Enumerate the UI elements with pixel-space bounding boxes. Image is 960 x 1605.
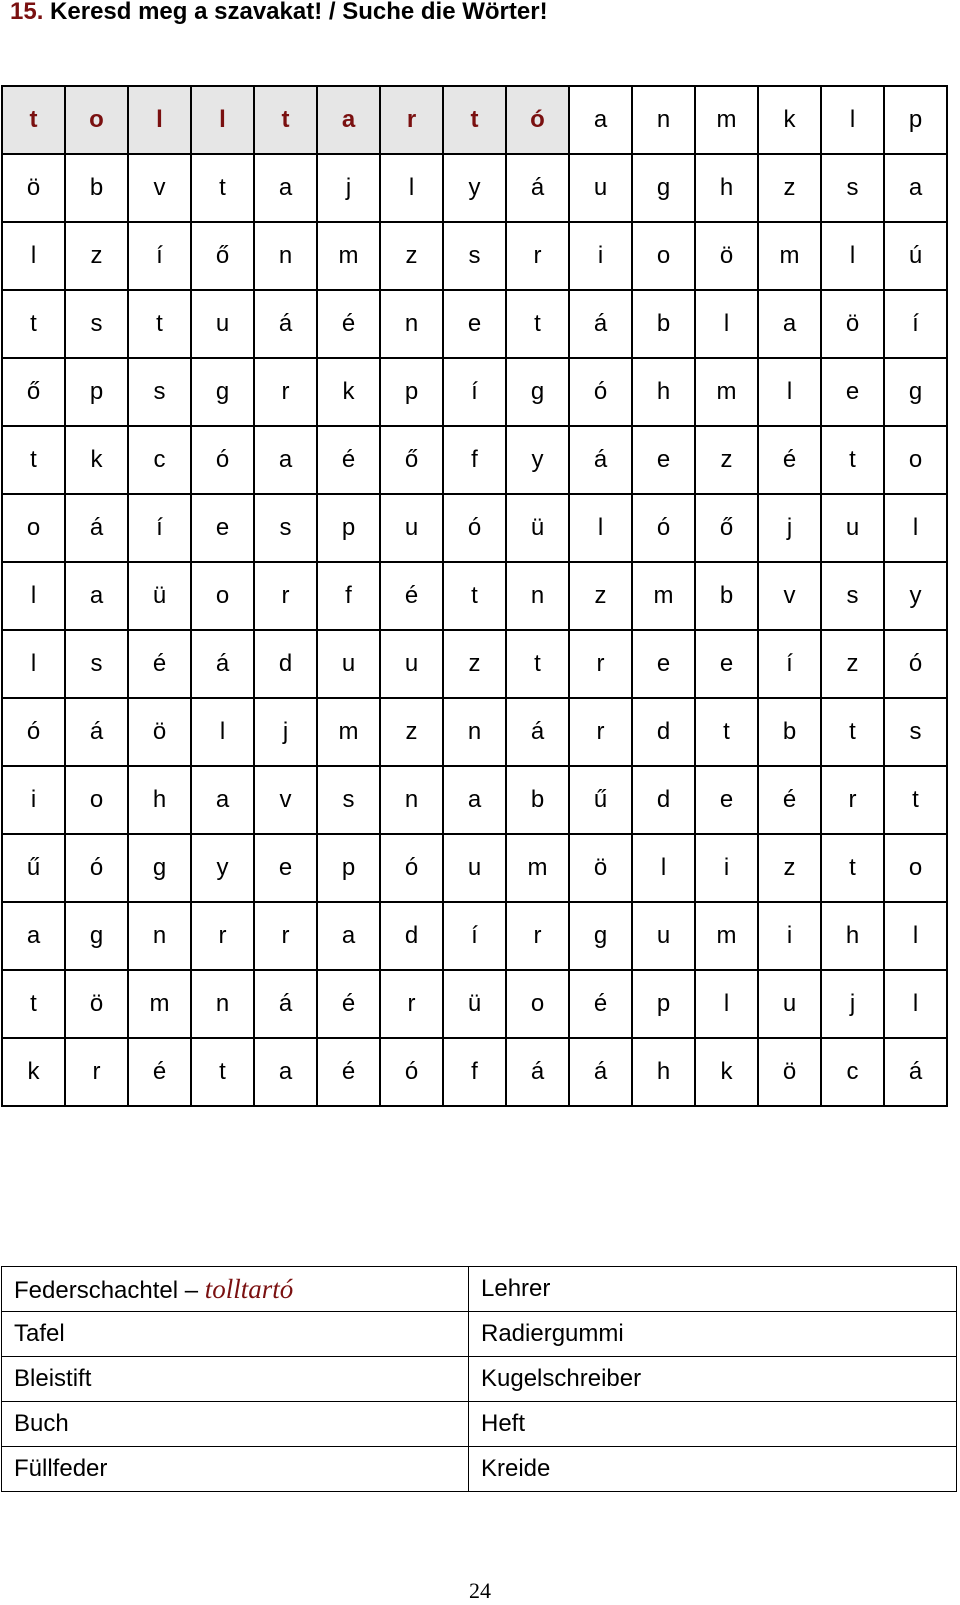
vocabulary-row: [2, 1447, 957, 1492]
grid-cell: m: [317, 222, 380, 290]
grid-cell: u: [632, 902, 695, 970]
grid-cell: l: [2, 222, 65, 290]
grid-cell: r: [191, 902, 254, 970]
grid-row: [2, 290, 947, 358]
grid-cell: f: [317, 562, 380, 630]
grid-row: [2, 630, 947, 698]
grid-cell: e: [632, 426, 695, 494]
grid-cell: a: [569, 86, 632, 154]
grid-row: [2, 1038, 947, 1106]
grid-cell: é: [128, 630, 191, 698]
grid-cell: u: [380, 630, 443, 698]
grid-cell: ö: [2, 154, 65, 222]
grid-cell: b: [506, 766, 569, 834]
grid-cell: í: [128, 494, 191, 562]
grid-cell: í: [443, 902, 506, 970]
grid-cell: o: [884, 834, 947, 902]
grid-cell: t: [2, 426, 65, 494]
vocabulary-cell-left: [2, 1267, 469, 1312]
grid-cell: d: [254, 630, 317, 698]
grid-cell: á: [191, 630, 254, 698]
grid-cell: é: [317, 290, 380, 358]
grid-cell: z: [380, 698, 443, 766]
vocabulary-row: [2, 1357, 957, 1402]
grid-cell: s: [65, 290, 128, 358]
page-number: 24: [469, 1578, 491, 1603]
grid-cell: l: [695, 970, 758, 1038]
grid-cell: t: [884, 766, 947, 834]
grid-cell: k: [65, 426, 128, 494]
grid-cell: r: [506, 222, 569, 290]
grid-cell: a: [254, 154, 317, 222]
grid-cell: ó: [884, 630, 947, 698]
vocabulary-row: [2, 1402, 957, 1447]
grid-cell: e: [191, 494, 254, 562]
grid-cell: l: [884, 970, 947, 1038]
grid-cell: h: [632, 1038, 695, 1106]
grid-cell: b: [632, 290, 695, 358]
grid-cell: v: [758, 562, 821, 630]
grid-cell: l: [380, 154, 443, 222]
grid-cell: z: [380, 222, 443, 290]
grid-cell: é: [758, 426, 821, 494]
grid-cell: b: [758, 698, 821, 766]
grid-cell: k: [2, 1038, 65, 1106]
grid-cell: e: [695, 630, 758, 698]
vocabulary-cell-left: Bleistift: [2, 1357, 469, 1402]
grid-cell-highlighted: t: [2, 86, 65, 154]
vocabulary-cell-left: Füllfeder: [2, 1447, 469, 1492]
grid-cell: n: [632, 86, 695, 154]
grid-cell: k: [317, 358, 380, 426]
grid-cell: ó: [632, 494, 695, 562]
grid-cell: ö: [65, 970, 128, 1038]
grid-cell: ü: [128, 562, 191, 630]
grid-cell: p: [380, 358, 443, 426]
grid-cell: h: [821, 902, 884, 970]
grid-cell: á: [65, 698, 128, 766]
grid-cell: p: [317, 834, 380, 902]
grid-cell: á: [506, 1038, 569, 1106]
grid-cell-highlighted: l: [128, 86, 191, 154]
grid-cell: l: [2, 630, 65, 698]
vocabulary-cell-right: [469, 1267, 957, 1312]
grid-cell: á: [254, 970, 317, 1038]
grid-cell: j: [821, 970, 884, 1038]
grid-cell: f: [443, 426, 506, 494]
grid-cell: p: [65, 358, 128, 426]
grid-row: [2, 698, 947, 766]
grid-cell: l: [884, 902, 947, 970]
grid-cell: s: [65, 630, 128, 698]
vocabulary-cell-right: Radiergummi: [469, 1312, 957, 1357]
grid-cell: ő: [191, 222, 254, 290]
grid-cell: o: [884, 426, 947, 494]
grid-cell-highlighted: ó: [506, 86, 569, 154]
grid-cell: í: [443, 358, 506, 426]
grid-cell: ó: [191, 426, 254, 494]
grid-cell: t: [2, 970, 65, 1038]
grid-cell: g: [65, 902, 128, 970]
grid-cell: t: [506, 630, 569, 698]
grid-cell: s: [821, 562, 884, 630]
grid-cell: a: [191, 766, 254, 834]
grid-cell: á: [254, 290, 317, 358]
grid-cell: p: [884, 86, 947, 154]
grid-cell: h: [695, 154, 758, 222]
grid-cell: é: [380, 562, 443, 630]
grid-cell: é: [317, 970, 380, 1038]
grid-cell: u: [569, 154, 632, 222]
grid-cell: u: [443, 834, 506, 902]
grid-cell: z: [695, 426, 758, 494]
grid-row: [2, 766, 947, 834]
grid-cell: é: [758, 766, 821, 834]
word-search-grid: [1, 85, 948, 1107]
grid-cell: ó: [443, 494, 506, 562]
vocabulary-word: Lehrer: [481, 1275, 551, 1302]
grid-cell: z: [758, 834, 821, 902]
grid-cell: c: [821, 1038, 884, 1106]
grid-cell: v: [254, 766, 317, 834]
grid-cell: y: [443, 154, 506, 222]
grid-cell: s: [317, 766, 380, 834]
grid-cell: h: [128, 766, 191, 834]
grid-cell-highlighted: r: [380, 86, 443, 154]
grid-cell: t: [821, 426, 884, 494]
grid-cell: s: [821, 154, 884, 222]
grid-cell: t: [2, 290, 65, 358]
grid-cell: r: [65, 1038, 128, 1106]
grid-row: [2, 494, 947, 562]
grid-row: [2, 562, 947, 630]
grid-cell: á: [65, 494, 128, 562]
vocabulary-row: [2, 1267, 957, 1312]
grid-cell: ö: [128, 698, 191, 766]
grid-cell: n: [128, 902, 191, 970]
grid-cell: ó: [380, 834, 443, 902]
grid-cell: t: [821, 834, 884, 902]
grid-cell: s: [884, 698, 947, 766]
grid-cell: r: [506, 902, 569, 970]
grid-cell: o: [2, 494, 65, 562]
grid-cell: n: [506, 562, 569, 630]
grid-cell: l: [884, 494, 947, 562]
grid-cell: m: [317, 698, 380, 766]
grid-cell: t: [506, 290, 569, 358]
example-translation: tolltartó: [204, 1273, 294, 1304]
grid-cell: g: [884, 358, 947, 426]
grid-cell: g: [569, 902, 632, 970]
grid-cell: s: [443, 222, 506, 290]
grid-cell: t: [821, 698, 884, 766]
grid-cell: l: [2, 562, 65, 630]
grid-cell: m: [128, 970, 191, 1038]
grid-cell: e: [254, 834, 317, 902]
grid-cell: t: [443, 562, 506, 630]
grid-cell: a: [2, 902, 65, 970]
grid-cell: u: [821, 494, 884, 562]
grid-cell: ó: [2, 698, 65, 766]
grid-cell: í: [884, 290, 947, 358]
grid-cell: k: [758, 86, 821, 154]
grid-cell: i: [695, 834, 758, 902]
grid-cell: a: [443, 766, 506, 834]
grid-row: [2, 426, 947, 494]
grid-cell: i: [758, 902, 821, 970]
grid-cell: r: [254, 902, 317, 970]
grid-cell: g: [506, 358, 569, 426]
grid-cell: e: [443, 290, 506, 358]
vocabulary-cell-right: Kugelschreiber: [469, 1357, 957, 1402]
grid-cell: n: [380, 290, 443, 358]
grid-row: [2, 902, 947, 970]
grid-cell: m: [506, 834, 569, 902]
grid-cell: l: [632, 834, 695, 902]
vocabulary-cell-right: Kreide: [469, 1447, 957, 1492]
grid-cell: á: [569, 290, 632, 358]
grid-cell: ö: [695, 222, 758, 290]
grid-cell-highlighted: o: [65, 86, 128, 154]
grid-cell: p: [317, 494, 380, 562]
exercise-heading: [10, 0, 548, 26]
grid-cell: ő: [695, 494, 758, 562]
grid-cell: j: [254, 698, 317, 766]
grid-cell: r: [569, 630, 632, 698]
grid-cell: l: [191, 698, 254, 766]
grid-cell: ö: [821, 290, 884, 358]
grid-cell: y: [191, 834, 254, 902]
grid-row: [2, 970, 947, 1038]
grid-cell: a: [758, 290, 821, 358]
grid-cell: o: [632, 222, 695, 290]
grid-cell: r: [821, 766, 884, 834]
grid-cell: m: [758, 222, 821, 290]
grid-cell: u: [317, 630, 380, 698]
exercise-number: 15.: [10, 0, 44, 25]
grid-row: [2, 154, 947, 222]
grid-cell: d: [632, 698, 695, 766]
grid-cell: g: [128, 834, 191, 902]
grid-row: [2, 358, 947, 426]
grid-cell: á: [569, 1038, 632, 1106]
grid-cell: á: [506, 698, 569, 766]
grid-cell: ó: [569, 358, 632, 426]
grid-cell: m: [695, 902, 758, 970]
grid-cell: é: [317, 1038, 380, 1106]
grid-cell: z: [758, 154, 821, 222]
grid-cell: s: [128, 358, 191, 426]
grid-cell: r: [254, 562, 317, 630]
example-separator: –: [184, 1276, 199, 1304]
vocabulary-cell-left: Buch: [2, 1402, 469, 1447]
grid-cell: b: [695, 562, 758, 630]
grid-cell: r: [254, 358, 317, 426]
grid-cell: a: [254, 1038, 317, 1106]
grid-cell: v: [128, 154, 191, 222]
grid-cell: u: [758, 970, 821, 1038]
grid-cell: c: [128, 426, 191, 494]
grid-cell: t: [695, 698, 758, 766]
grid-cell: m: [695, 358, 758, 426]
grid-cell: á: [884, 1038, 947, 1106]
grid-cell: í: [758, 630, 821, 698]
grid-cell: ű: [569, 766, 632, 834]
grid-cell: ü: [443, 970, 506, 1038]
grid-cell: b: [65, 154, 128, 222]
grid-cell: t: [128, 290, 191, 358]
grid-cell: ö: [569, 834, 632, 902]
grid-cell: d: [632, 766, 695, 834]
grid-cell: g: [632, 154, 695, 222]
grid-cell: á: [506, 154, 569, 222]
grid-cell: ő: [380, 426, 443, 494]
grid-cell: l: [821, 222, 884, 290]
grid-cell: r: [569, 698, 632, 766]
grid-cell: p: [632, 970, 695, 1038]
grid-cell: o: [506, 970, 569, 1038]
grid-row: [2, 834, 947, 902]
grid-cell: r: [380, 970, 443, 1038]
grid-cell: f: [443, 1038, 506, 1106]
grid-cell: ó: [380, 1038, 443, 1106]
grid-cell: o: [191, 562, 254, 630]
grid-cell: í: [128, 222, 191, 290]
grid-cell: m: [632, 562, 695, 630]
grid-cell: y: [506, 426, 569, 494]
grid-cell: z: [443, 630, 506, 698]
grid-cell: e: [632, 630, 695, 698]
grid-cell: i: [569, 222, 632, 290]
grid-cell: n: [380, 766, 443, 834]
grid-cell: ü: [506, 494, 569, 562]
grid-cell: d: [380, 902, 443, 970]
grid-cell: a: [65, 562, 128, 630]
grid-cell: ö: [758, 1038, 821, 1106]
grid-cell: j: [317, 154, 380, 222]
grid-cell: o: [65, 766, 128, 834]
grid-cell: á: [569, 426, 632, 494]
grid-cell: a: [317, 902, 380, 970]
grid-cell: y: [884, 562, 947, 630]
vocabulary-cell-right: Heft: [469, 1402, 957, 1447]
grid-cell: g: [191, 358, 254, 426]
grid-cell: u: [191, 290, 254, 358]
vocabulary-cell-left: Tafel: [2, 1312, 469, 1357]
grid-cell: i: [2, 766, 65, 834]
vocabulary-word: Federschachtel: [14, 1276, 179, 1304]
grid-cell: e: [695, 766, 758, 834]
grid-cell: n: [443, 698, 506, 766]
grid-cell: m: [695, 86, 758, 154]
vocabulary-row: [2, 1312, 957, 1357]
grid-row: [2, 86, 947, 154]
grid-cell: t: [191, 1038, 254, 1106]
grid-cell: n: [191, 970, 254, 1038]
grid-cell-highlighted: t: [254, 86, 317, 154]
grid-cell: j: [758, 494, 821, 562]
grid-cell: l: [821, 86, 884, 154]
grid-cell: l: [695, 290, 758, 358]
grid-row: [2, 222, 947, 290]
grid-cell: a: [254, 426, 317, 494]
grid-cell-highlighted: l: [191, 86, 254, 154]
grid-cell: a: [884, 154, 947, 222]
grid-cell: é: [317, 426, 380, 494]
grid-cell-highlighted: t: [443, 86, 506, 154]
grid-cell: ú: [884, 222, 947, 290]
exercise-title: Keresd meg a szavakat! / Suche die Wörter!: [50, 0, 548, 25]
grid-cell: z: [569, 562, 632, 630]
grid-cell: u: [380, 494, 443, 562]
grid-cell: é: [569, 970, 632, 1038]
grid-cell: z: [65, 222, 128, 290]
grid-cell: t: [191, 154, 254, 222]
grid-cell: ó: [65, 834, 128, 902]
grid-cell: h: [632, 358, 695, 426]
grid-cell: k: [695, 1038, 758, 1106]
grid-cell: ő: [2, 358, 65, 426]
grid-cell: l: [758, 358, 821, 426]
grid-cell: ű: [2, 834, 65, 902]
grid-cell: e: [821, 358, 884, 426]
grid-cell: z: [821, 630, 884, 698]
vocabulary-table: [1, 1266, 957, 1492]
grid-cell: s: [254, 494, 317, 562]
grid-cell: é: [128, 1038, 191, 1106]
grid-cell: l: [569, 494, 632, 562]
grid-cell: n: [254, 222, 317, 290]
grid-cell-highlighted: a: [317, 86, 380, 154]
